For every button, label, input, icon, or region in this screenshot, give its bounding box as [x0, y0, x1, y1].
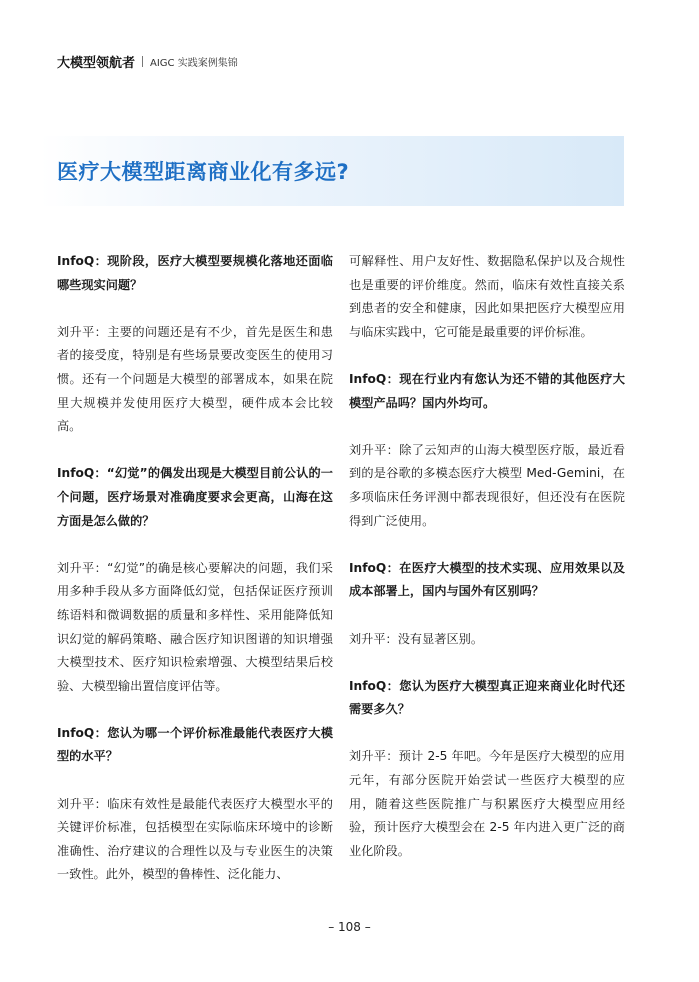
right-column	[349, 250, 625, 887]
question-paragraph: InfoQ：您认为医疗大模型真正迎来商业化时代还需要多久？	[349, 678, 625, 717]
answer-paragraph: 刘升平：“幻觉”的确是核心要解决的问题，我们采用多种手段从多方面降低幻觉，包括保证医疗预训练语料和微调数据的质量和多样性、采用能降低知识幻觉的解码策略、融合医疗知识图谱的知识增强大模型技术、医疗知识检索增强、大模型结果后校验、大模型输出置信度评估等。	[57, 560, 333, 693]
answer-paragraph: 刘升平：临床有效性是最能代表医疗大模型水平的关键评价标准，包括模型在实际临床环境中的诊断准确性、治疗建议的合理性以及与专业医生的决策一致性。此外，模型的鲁棒性、泛化能力、	[57, 796, 333, 882]
answer-paragraph: 刘升平：除了云知声的山海大模型医疗版，最近看到的是谷歌的多模态医疗大模型 Med-Gemini，在多项临床任务评测中都表现很好，但还没有在医院得到广泛使用。	[349, 442, 625, 528]
left-column	[57, 250, 333, 911]
page-number: – 108 –	[328, 920, 371, 934]
question-paragraph: InfoQ：现阶段，医疗大模型要规模化落地还面临哪些现实问题？	[57, 254, 333, 292]
answer-paragraph: 刘升平：主要的问题还是有不少，首先是医生和患者的接受度，特别是有些场景要改变医生的使用习惯。还有一个问题是大模型的部署成本，如果在院里大规模并发使用医疗大模型，硬件成本会比较高。	[57, 324, 333, 434]
question-paragraph: InfoQ：“幻觉”的偶发出现是大模型目前公认的一个问题，医疗场景对准确度要求会更高，山海在这方面是怎么做的？	[57, 466, 333, 528]
question-paragraph: InfoQ：您认为哪一个评价标准最能代表医疗大模型的水平？	[57, 725, 333, 764]
header-brand: 大模型领航者	[57, 56, 136, 71]
page-header	[57, 52, 238, 71]
answer-paragraph: 刘升平：没有显著区别。	[349, 631, 484, 646]
answer-paragraph: 刘升平：预计 2-5 年吧。今年是医疗大模型的应用元年，有部分医院开始尝试一些医疗大模型的应用，随着这些医院推广与积累医疗大模型应用经验，预计医疗大模型会在 2-5 年内进入更广泛的商业化阶段。	[349, 749, 625, 858]
header-divider	[142, 56, 143, 67]
continued-paragraph: 可解释性、用户友好性、数据隐私保护以及合规性也是重要的评价维度。然而，临床有效性直接关系到患者的安全和健康，因此如果把医疗大模型应用与临床实践中，它可能是最重要的评价标准。	[349, 254, 625, 339]
header-subtitle: AIGC 实践案例集锦	[150, 58, 238, 69]
question-paragraph: InfoQ：在医疗大模型的技术实现、应用效果以及成本部署上，国内与国外有区别吗？	[349, 560, 625, 599]
section-banner	[40, 136, 624, 206]
question-paragraph: InfoQ：现在行业内有您认为还不错的其他医疗大模型产品吗？国内外均可。	[349, 371, 625, 410]
section-title: 医疗大模型距离商业化有多远?	[57, 160, 350, 184]
